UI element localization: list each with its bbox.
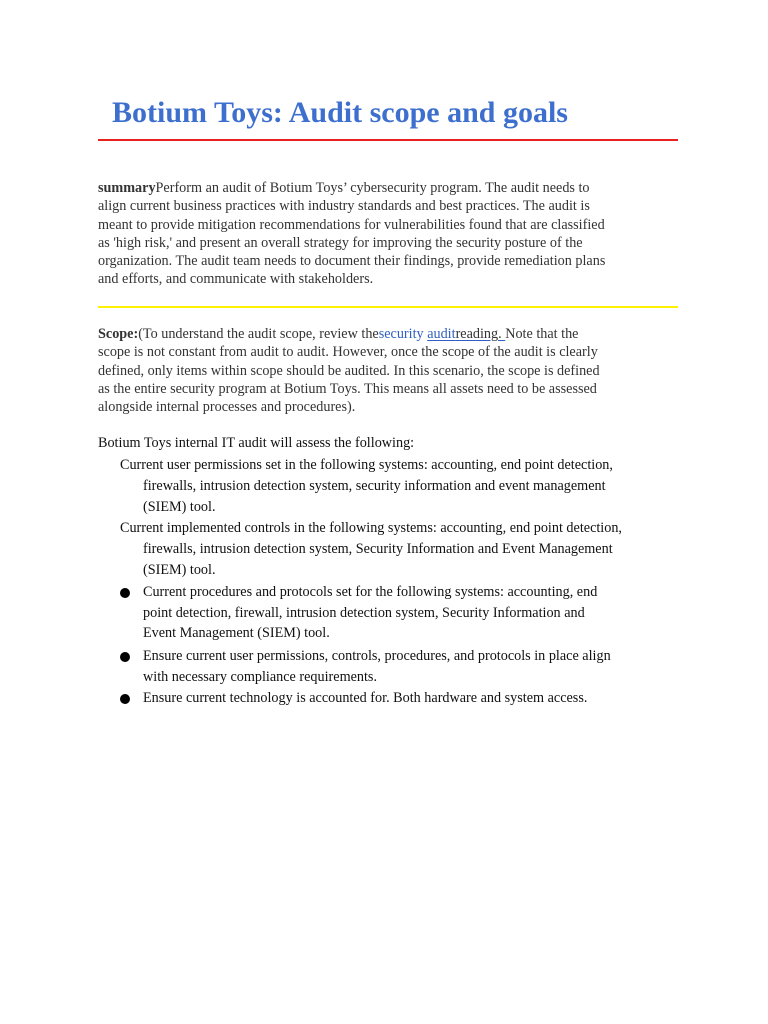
bullet-icon [120,694,130,704]
summary-text: Perform an audit of Botium Toys’ cybersecurity program. The audit needs to align current business practices with industry standards and best practices. The audit is meant to provide mitigation recommendations for vulnerabilities found that are classified as 'high risk,' and present an overall strategy for improving the security posture of the organization. The audit team needs to document their findings, provide remediation plans and efforts, and communicate with stakeholders. [98,180,606,288]
assessment-intro: Botium Toys internal IT audit will assess the following: [98,435,415,451]
bullet-text: Current procedures and protocols set for the following systems: accounting, end point detection, firewall, intrusion detection system, Security Information and Event Management (SIEM) tool. [143,584,598,641]
bullet-text: Ensure current technology is accounted for. Both hardware and system access. [143,690,588,706]
scope-label: Scope: [98,326,139,342]
audit-link[interactable]: audit [427,326,456,342]
list-item-user-permissions: Current user permissions set in the following systems: accounting, end point detection, firewalls, intrusion detection system, security information and event management (SIEM) tool. [120,457,613,515]
title-divider [98,139,678,141]
bullet-text: Ensure current user permissions, controls, procedures, and protocols in place align with necessary compliance requirements. [143,648,611,685]
scope-text-intro: (To understand the audit scope, review the [138,326,379,342]
bullet-icon [120,652,130,662]
scope-paragraph [98,325,610,416]
section-divider [98,306,678,308]
list-item-implemented-controls: Current implemented controls in the following systems: accounting, end point detection, firewalls, intrusion detection system, Security Information and Event Management (SIEM) tool. [120,520,622,578]
reading-link-text[interactable]: reading. [455,326,506,342]
summary-paragraph [98,179,618,289]
summary-label: summary [98,180,156,196]
bullet-icon [120,588,130,598]
security-link[interactable]: security [378,326,428,342]
document-title: Botium Toys: Audit scope and goals [112,96,568,129]
scope-text-body: Note that the scope is not constant from audit to audit. However, once the scope of the audit is clearly defined, only items within scope should be audited. In this scenario, the scope is defined as the entire security program at Botium Toys. This means all assets need to be assessed alongside internal processes and procedures). [98,326,600,416]
